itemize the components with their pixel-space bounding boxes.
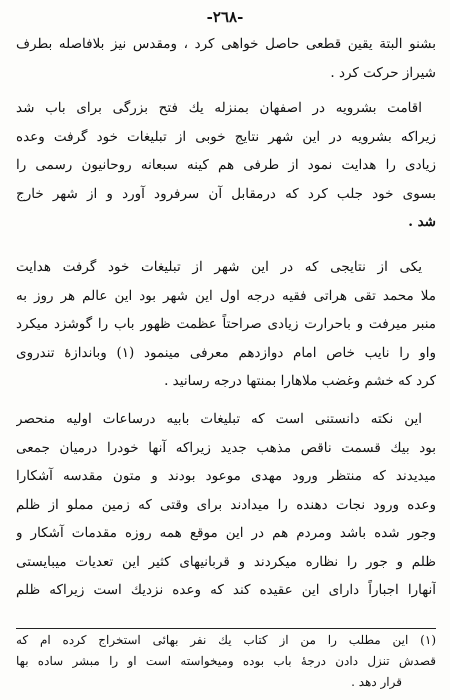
footnote bbox=[16, 630, 436, 693]
text-line: وجور شده باشد ومردم هم در این موقع همه روزه مقدمات آشکار و bbox=[16, 525, 436, 541]
text-line: میدیدند که منتظر ورود مهدی موعود بودند و متون مقدسه آشکارا bbox=[16, 468, 436, 484]
text-line: شیراز حرکت کرد . bbox=[330, 64, 436, 81]
text-line: منبر میرفت و باحرارت زیادی صراحتاً عظمت ظهور باب را گوشزد میکرد bbox=[16, 316, 436, 332]
footnote-line: (١) این مطلب را من از کتاب یك نفر بهائی استخراج کرده ام که bbox=[16, 633, 436, 647]
text-line: زیراکه بشرویه در این شهر نتایج خوبی از تبلیغات خود گرفت وعده bbox=[16, 128, 436, 145]
paragraph-4 bbox=[16, 405, 436, 605]
text-line: بسوی خود جلب کرد که درمقابل آن سرفرود آورد و از شهر خارج bbox=[16, 185, 436, 202]
text-line: اقامت بشرویه در اصفهان بمنزله یك فتح بزرگی برای باب شد bbox=[16, 100, 422, 116]
text-line: ظلم و جور را نظاره میکردند و قربانیهای کثیر این تعدیات میبایستی bbox=[16, 553, 436, 570]
text-line: بود بیك قسمت ناقص مذهب جدید زیراکه آنها خودرا درمیان جمعی bbox=[16, 439, 436, 456]
text-line: کرد که خشم وغضب ملاهارا بمنتها درجه رسانید . bbox=[164, 373, 436, 389]
text-line: آنهارا اجباراً دارای این عقیده کند که وعده نزدیك است زیراکه ظلم bbox=[16, 582, 436, 598]
text-line: ملا محمد تقی هراتی فقیه درجه اول این شهر بود این عالم هر روز به bbox=[16, 287, 436, 304]
paragraph-2 bbox=[16, 94, 436, 237]
paragraph-3 bbox=[16, 253, 436, 396]
text-line: زیادی را هدایت نمود از طرفی هم کینه سبعانه روحانیون رسمی را bbox=[16, 157, 436, 173]
footnote-divider bbox=[16, 628, 436, 629]
footnote-line: قصدش تنزل دادن درجهٔ باب بوده ومیخواسته است او را مبشر ساده بها bbox=[16, 654, 436, 668]
text-line: شد . bbox=[408, 214, 436, 230]
text-line: این نکته دانستنی است که تبلیغات بابیه درساعات اولیه منحصر bbox=[16, 411, 422, 427]
text-line: واو را نایب خاص امام دوازدهم معرفی مینمود (١) وباندازهٔ تندروی bbox=[16, 344, 436, 361]
page-number: -٢٦٨- bbox=[206, 8, 244, 26]
text-line: بشنو البتة یقین قطعی حاصل خواهی کرد ، ومقدس نیز بلافاصله بطرف bbox=[16, 36, 436, 52]
footnote-line: قرار دهد . bbox=[351, 675, 402, 689]
text-line: یکی از نتایجی که در این شهر از تبلیغات خود گرفت هدایت bbox=[16, 259, 422, 275]
paragraph-1 bbox=[16, 30, 436, 87]
text-line: وعده ورود نجات دهنده را میدادند برای وقتی که زمین مملو از ظلم bbox=[16, 496, 436, 513]
